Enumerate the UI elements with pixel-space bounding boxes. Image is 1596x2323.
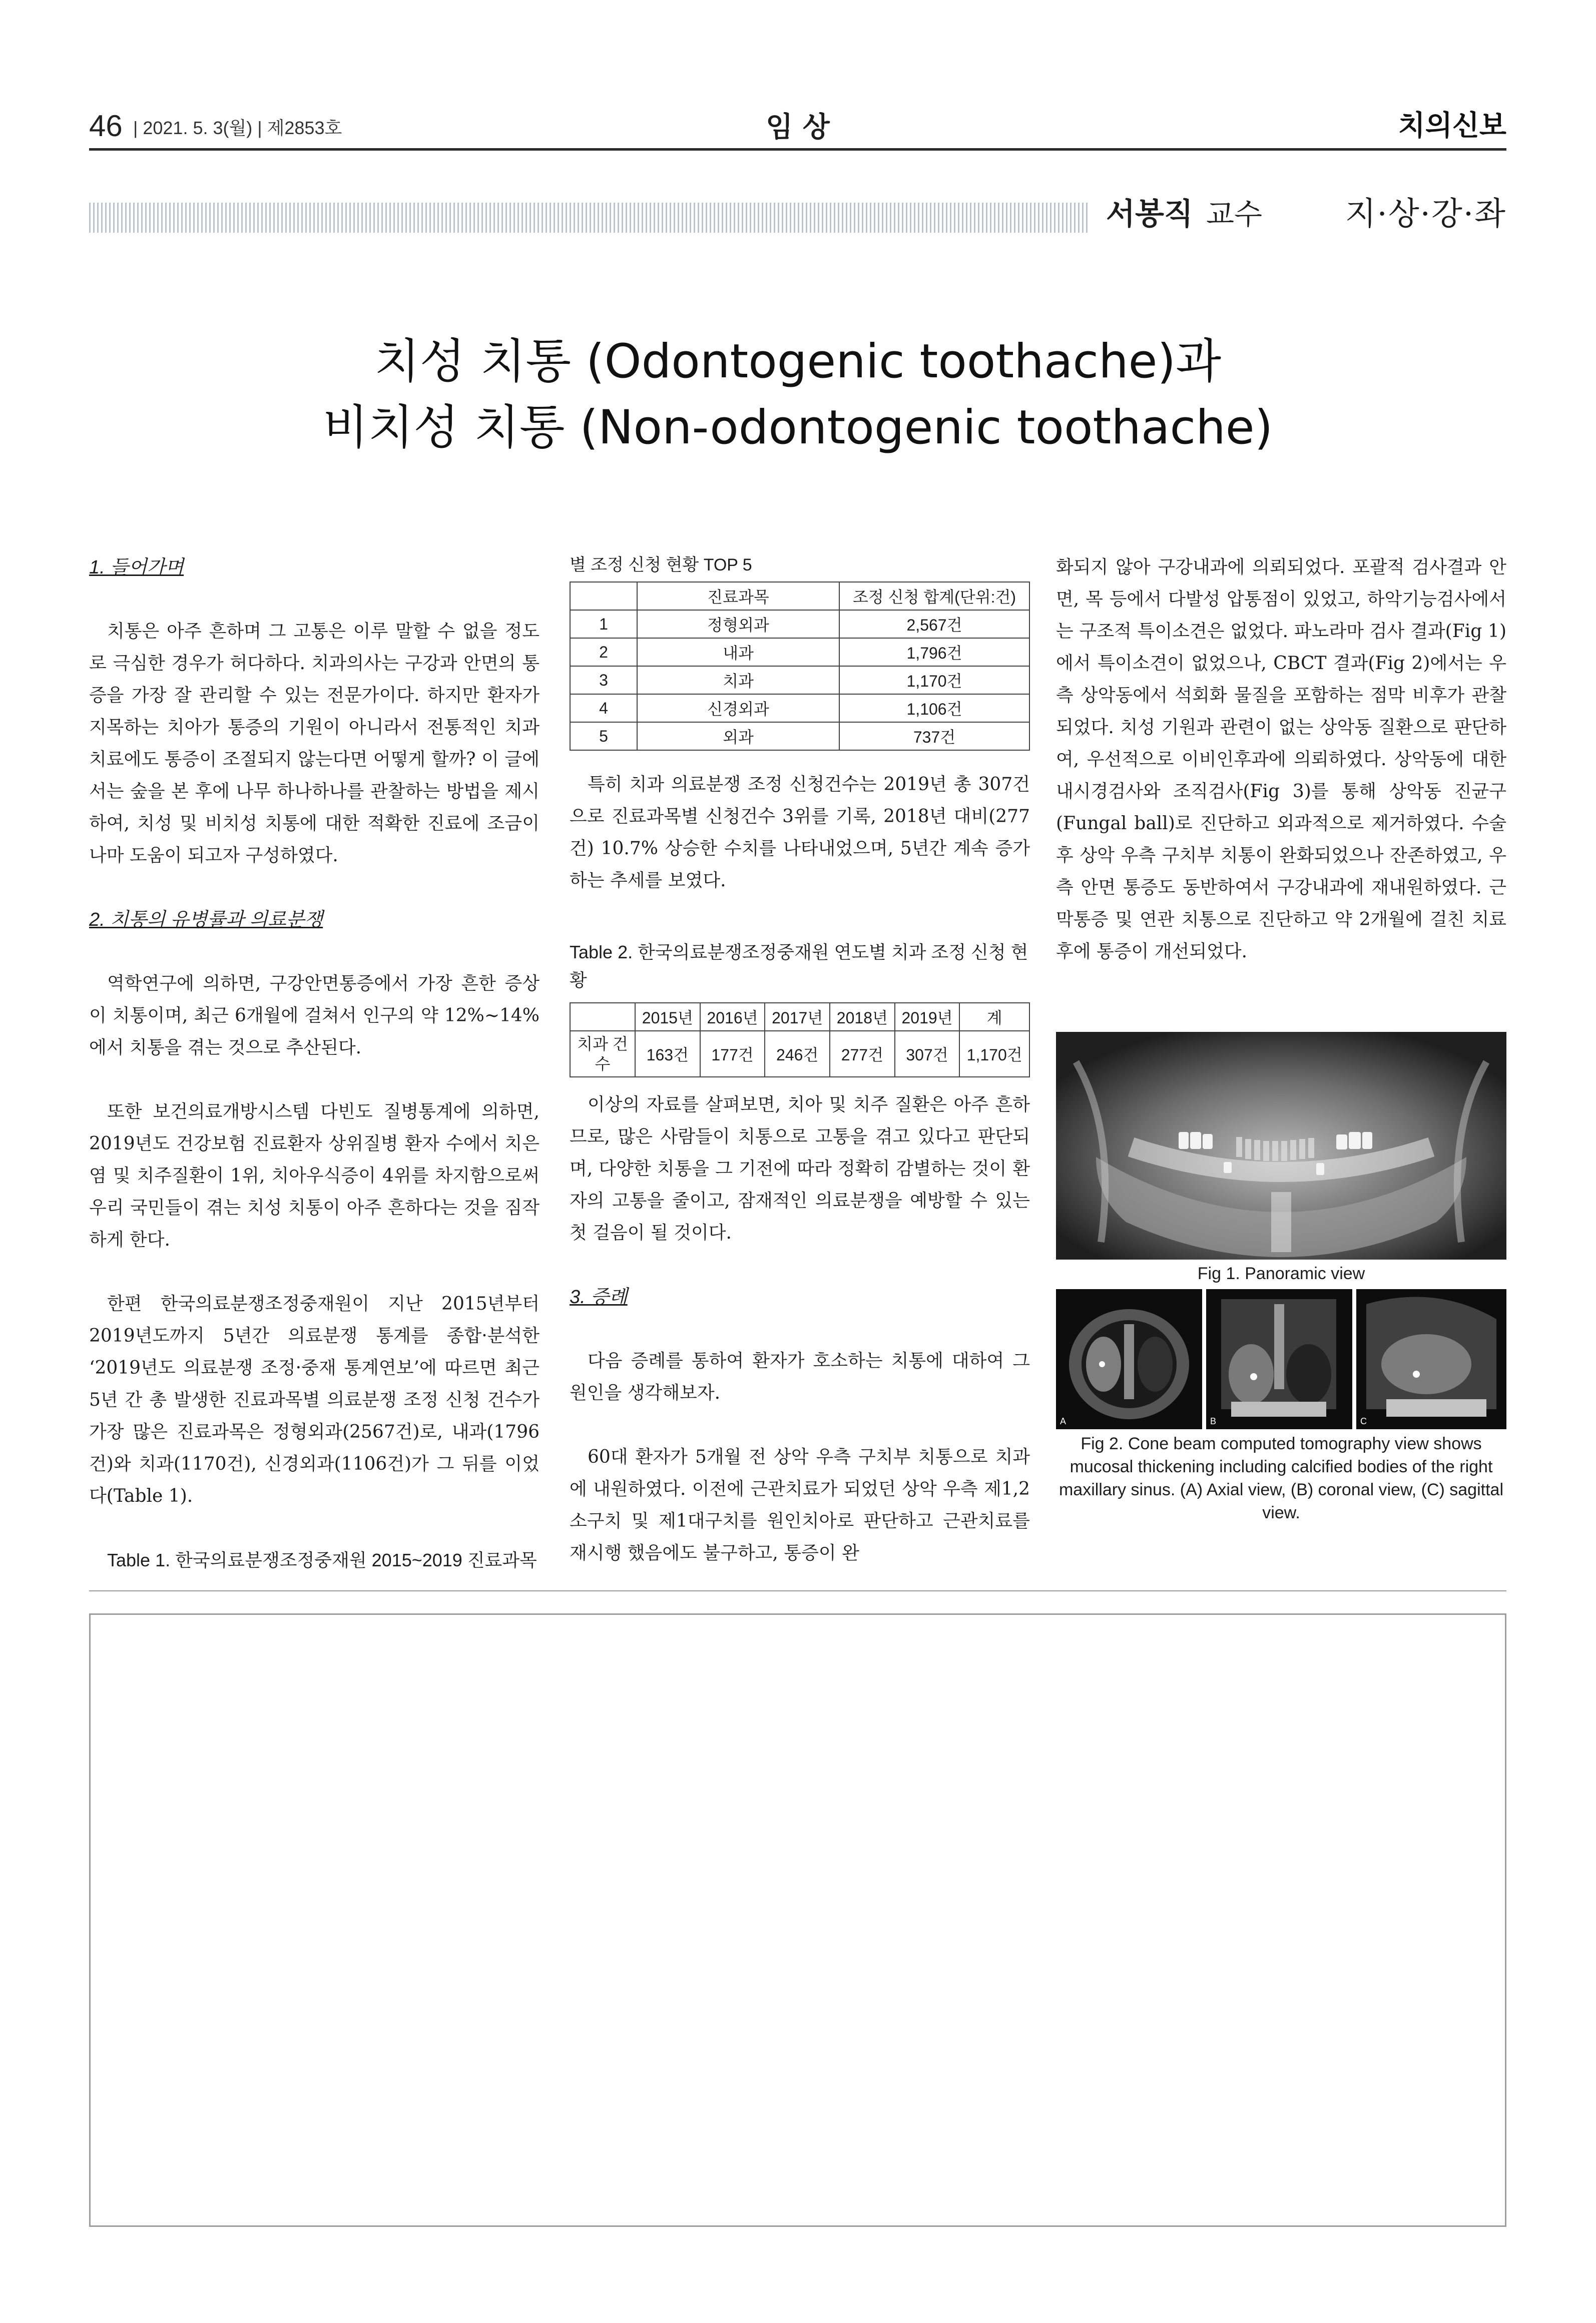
- table-cell: 1,170건: [839, 666, 1029, 694]
- table-header-row: [570, 582, 1029, 610]
- column-2-lower: [570, 1089, 1030, 1569]
- table-header-cell: [570, 1003, 635, 1031]
- section-heading: 1. 들어가며: [89, 557, 184, 578]
- table-cell: 246건: [765, 1031, 830, 1077]
- cbct-sagittal-panel: [1356, 1289, 1506, 1429]
- figure-1-caption: Fig 1. Panoramic view: [1197, 1264, 1365, 1283]
- table-cell: 177건: [700, 1031, 765, 1077]
- table-cell: 2,567건: [839, 610, 1029, 638]
- table-header-cell: 2015년: [635, 1003, 700, 1031]
- paragraph: 60대 환자가 5개월 전 상악 우측 구치부 치통으로 치과에 내원하였다. 이전에 근관치료가 되었던 상악 우측 제1,2소구치 및 제1대구치를 원인치아로 판단하고 근관치료를 재시행 했음에도 불구하고, 통증이 완: [570, 1447, 1030, 1563]
- table-header-cell: 조정 신청 합계(단위:건): [839, 582, 1029, 610]
- section-heading: 3. 증례: [570, 1287, 628, 1308]
- series-role: 교수: [1206, 197, 1263, 231]
- paragraph: 한편 한국의료분쟁조정중재원이 지난 2015년부터 2019년도까지 5년간 의료분쟁 통계를 종합·분석한 ‘2019년도 의료분쟁 조정·중재 통계연보’에 따르면 최근 5년 간 총 발생한 진료과목별 의료분쟁 조정 신청 건수가 가장 많은 진료과목은 정형외과(2567건)로, 내과(1796건)와 치과(1170건), 신경외과(1106건)가 그 뒤를 이었다(Table 1).: [89, 1294, 540, 1506]
- series-name: 지·상·강·좌: [1345, 196, 1506, 233]
- table-cell: 1,170건: [959, 1031, 1029, 1077]
- panel-label-b: B: [1210, 1416, 1217, 1426]
- panel-label-a: A: [1060, 1416, 1067, 1426]
- panel-label-c: C: [1360, 1416, 1367, 1426]
- table-header-row: [570, 1003, 1029, 1031]
- column-3: [1056, 551, 1506, 1000]
- table-cell: 1,106건: [839, 694, 1029, 722]
- table-row: [570, 722, 1029, 750]
- cbct-axial-panel: [1056, 1289, 1202, 1429]
- section-heading: 2. 치통의 유병률과 의료분쟁: [89, 909, 323, 930]
- table-row: [570, 1031, 1029, 1077]
- table-cell: 정형외과: [637, 610, 839, 638]
- table-cell: 5: [570, 722, 637, 750]
- paragraph: 또한 보건의료개방시스템 다빈도 질병통계에 의하면, 2019년도 건강보험 진료환자 상위질병 환자 수에서 치은염 및 치주질환이 1위, 치아우식증이 4위를 차지함으로써 우리 국민들이 겪는 치성 치통이 아주 흔하다는 것을 짐작하게 한다.: [89, 1101, 540, 1250]
- column-1: [89, 551, 540, 1576]
- table-row: [570, 666, 1029, 694]
- table-header-cell: 계: [959, 1003, 1029, 1031]
- figure-2-caption: Fig 2. Cone beam computed tomography view shows mucosal thickening including calcified bodies of the right maxillary sinus. (A) Axial view, (B) coronal view, (C) sagittal view.: [1058, 1434, 1504, 1522]
- table-cell: 1,796건: [839, 638, 1029, 666]
- table-cell: 신경외과: [637, 694, 839, 722]
- paragraph: 치통은 아주 흔하며 그 고통은 이루 말할 수 없을 정도로 극심한 경우가 허다하다. 치과의사는 구강과 안면의 통증을 가장 잘 관리할 수 있는 전문가이다. 하지만 환자가 지목하는 치아가 통증의 기원이 아니라서 전통적인 치과치료에도 통증이 조절되지 않는다면 어떻게 할까? 이 글에서는 숲을 본 후에 나무 하나하나를 관찰하는 방법을 제시하여, 치성 및 비치성 치통에 대한 적확한 진료에 조금이나마 도움이 되고자 구성하였다.: [89, 621, 540, 866]
- table-cell: 277건: [830, 1031, 895, 1077]
- series-author: 서봉직: [1106, 197, 1193, 232]
- table-cell: 163건: [635, 1031, 700, 1077]
- bottom-rule: [89, 1590, 1506, 1591]
- table-header-cell: 2017년: [765, 1003, 830, 1031]
- table-header-cell: [570, 582, 637, 610]
- table-cell: 3: [570, 666, 637, 694]
- table1-caption: Table 1. 한국의료분쟁조정중재원 2015~2019 진료과목: [107, 1550, 537, 1570]
- empty-ad-box: [89, 1613, 1506, 2227]
- table-cell: 치과: [637, 666, 839, 694]
- paragraph: 이상의 자료를 살펴보면, 치아 및 치주 질환은 아주 흔하므로, 많은 사람들이 치통으로 고통을 겪고 있다고 판단되며, 다양한 치통을 그 기전에 따라 정확히 감별하는 것이 환자의 고통을 줄이고, 잠재적인 의료분쟁을 예방할 수 있는 첫 걸음이 될 것이다.: [570, 1094, 1030, 1243]
- table-cell: 307건: [895, 1031, 960, 1077]
- paragraph: 역학연구에 의하면, 구강안면통증에서 가장 흔한 증상이 치통이며, 최근 6개월에 걸쳐서 인구의 약 12%~14%에서 치통을 겪는 것으로 추산된다.: [89, 973, 540, 1058]
- table-row-label: 치과 건수: [570, 1031, 635, 1077]
- paragraph: 특히 치과 의료분쟁 조정 신청건수는 2019년 총 307건으로 진료과목별 신청건수 3위를 기록, 2018년 대비(277건) 10.7% 상승한 수치를 나타내었으며, 5년간 계속 증가하는 추세를 보였다.: [570, 774, 1030, 891]
- section-title: 임 상: [766, 111, 830, 144]
- decorative-stripe: [89, 203, 1090, 233]
- table-1: [570, 582, 1030, 751]
- column-2-upper: [570, 769, 1030, 929]
- table-cell: 4: [570, 694, 637, 722]
- table1-caption-continued: 별 조정 신청 현황 TOP 5: [570, 555, 752, 574]
- table-header-cell: 진료과목: [637, 582, 839, 610]
- table-cell: 737건: [839, 722, 1029, 750]
- table-2: [570, 1002, 1030, 1077]
- table-cell: 내과: [637, 638, 839, 666]
- table-header-cell: 2019년: [895, 1003, 960, 1031]
- header-rule: [89, 148, 1506, 151]
- table-cell: 외과: [637, 722, 839, 750]
- article-title-line1: 치성 치통 (Odontogenic toothache)과: [374, 334, 1221, 389]
- table-row: [570, 694, 1029, 722]
- table-header-cell: 2016년: [700, 1003, 765, 1031]
- table-header-cell: 2018년: [830, 1003, 895, 1031]
- table-row: [570, 610, 1029, 638]
- article-title-line2: 비치성 치통 (Non-odontogenic toothache): [322, 400, 1273, 455]
- paragraph: 화되지 않아 구강내과에 의뢰되었다. 포괄적 검사결과 안면, 목 등에서 다발성 압통점이 있었고, 하악기능검사에서는 구조적 특이소견은 없었다. 파노라마 검사 결과(Fig 1)에서 특이소견이 없었으나, CBCT 결과(Fig 2)에서는 우측 상악동에서 석회화 물질을 포함하는 점막 비후가 관찰되었다. 치성 기원과 관련이 없는 상악동 질환으로 판단하여, 우선적으로 이비인후과에 의뢰하였다. 상악동에 대한 내시경검사와 조직검사(Fig 3)를 통해 상악동 진균구(Fungal ball)로 진단하고 외과적으로 제거하였다. 수술 후 상악 우측 구치부 치통이 완화되었으나 잔존하였고, 우측 안면 통증도 동반하여서 구강내과에 재내원하였다. 근막통증 및 연관 치통으로 진단하고 약 2개월에 걸친 치료 후에 통증이 개선되었다.: [1056, 557, 1506, 962]
- cbct-coronal-panel: [1206, 1289, 1352, 1429]
- newspaper-name: 치의신보: [1398, 110, 1506, 142]
- panoramic-radiograph: [1056, 1032, 1506, 1260]
- table-cell: 2: [570, 638, 637, 666]
- paragraph: 다음 증례를 통하여 환자가 호소하는 치통에 대하여 그 원인을 생각해보자.: [570, 1351, 1030, 1403]
- page-number: 46: [89, 109, 123, 143]
- issue-date: | 2021. 5. 3(월) | 제2853호: [133, 118, 342, 138]
- cbct-images: [1056, 1289, 1506, 1429]
- table-cell: 1: [570, 610, 637, 638]
- table-row: [570, 638, 1029, 666]
- table2-caption: Table 2. 한국의료분쟁조정중재원 연도별 치과 조정 신청 현황: [570, 942, 1028, 990]
